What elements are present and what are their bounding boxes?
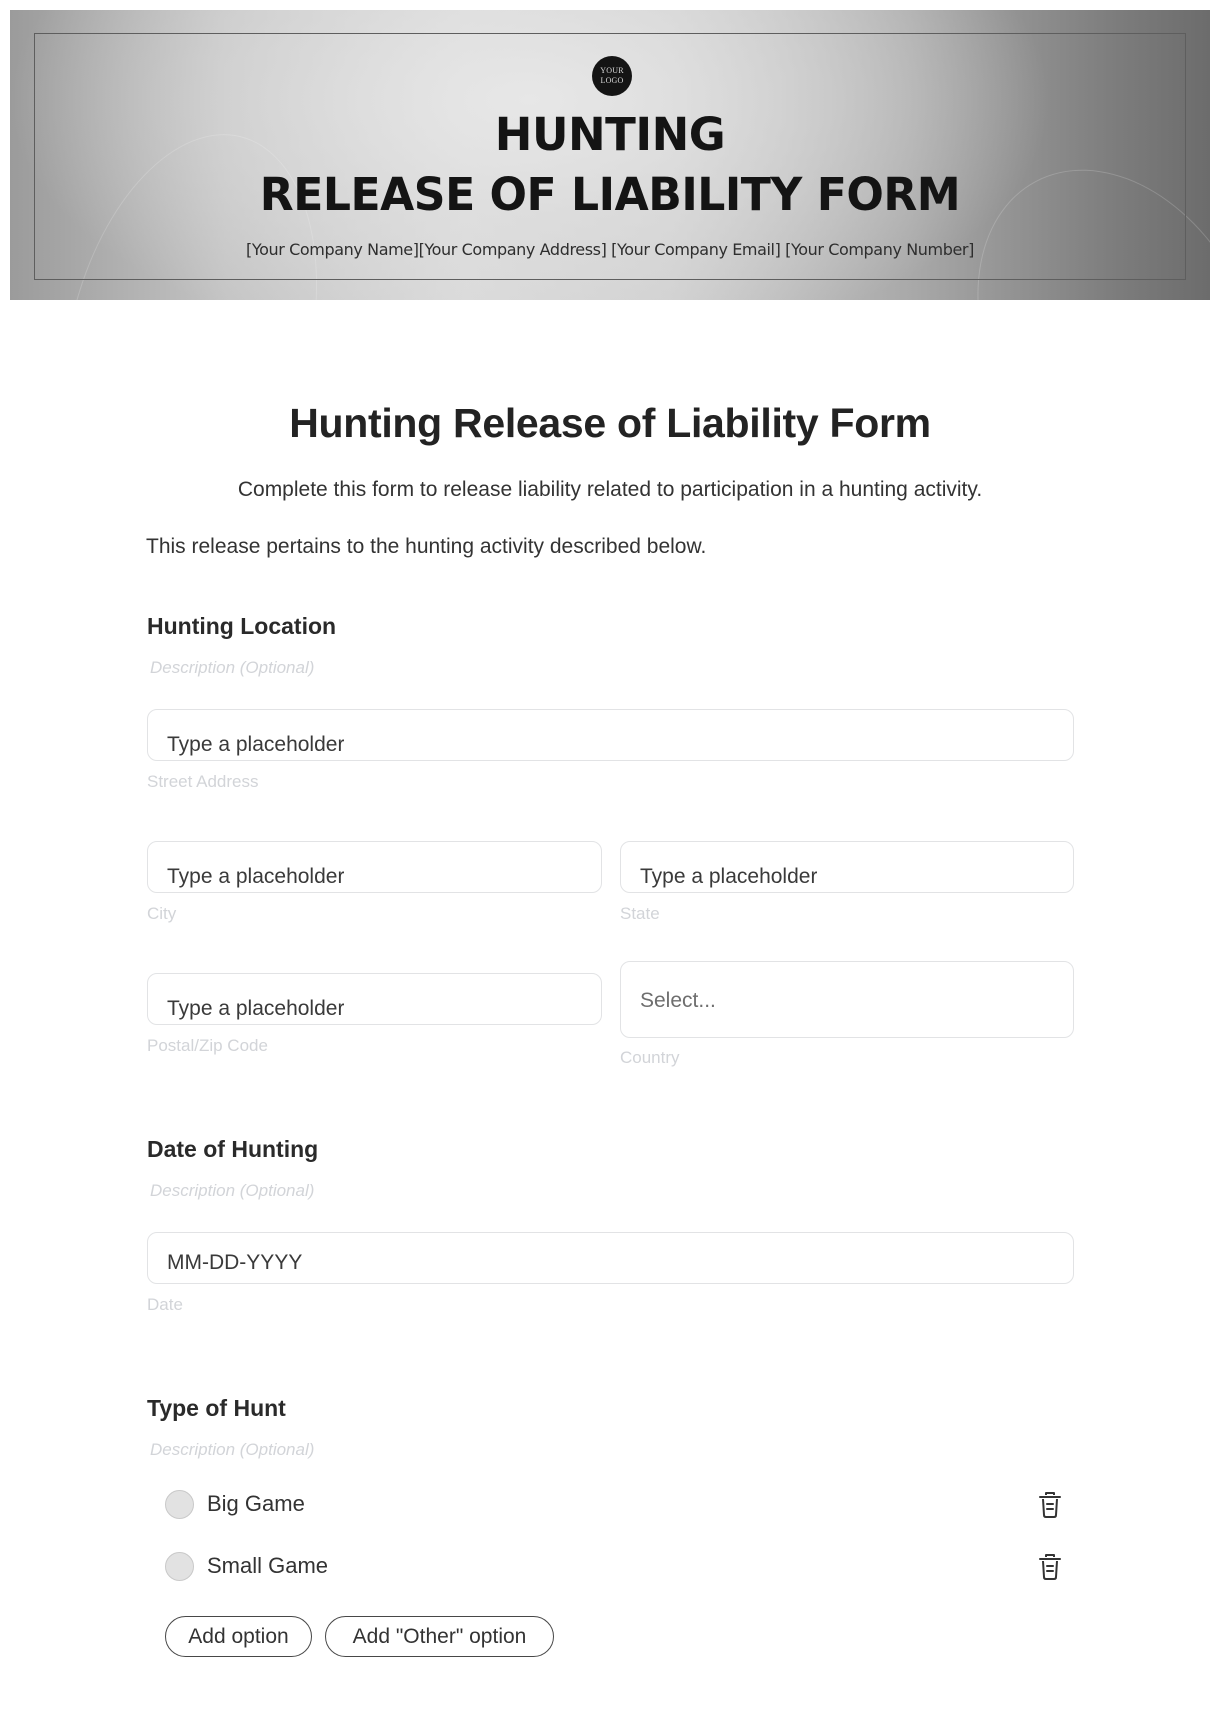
company-contact-info: [Your Company Name][Your Company Address] [Your Company Email] [Your Company Number] (246, 240, 974, 259)
state-input[interactable] (620, 841, 1074, 893)
add-other-option-button[interactable]: Add "Other" option (325, 1616, 554, 1657)
header-title-line1: HUNTING (494, 108, 726, 161)
section-description[interactable]: Description (Optional) (150, 1440, 315, 1459)
company-logo (592, 56, 632, 96)
date-label: Date (147, 1295, 183, 1314)
city-placeholder: Type a placeholder (167, 865, 345, 888)
header-banner (10, 10, 1210, 300)
form-intro: Complete this form to release liability related to participation in a hunting activity. (237, 478, 983, 501)
section-title-date-of-hunting: Date of Hunting (147, 1136, 319, 1162)
radio-button[interactable] (165, 1490, 194, 1519)
logo-text-line2: LOGO (600, 76, 624, 85)
postal-code-label: Postal/Zip Code (147, 1036, 268, 1055)
trash-icon[interactable] (1036, 1490, 1064, 1520)
city-label: City (147, 904, 177, 923)
street-address-placeholder: Type a placeholder (167, 733, 345, 756)
section-title-hunting-location: Hunting Location (147, 613, 337, 639)
add-option-button[interactable]: Add option (165, 1616, 312, 1657)
radio-option-label[interactable]: Big Game (207, 1491, 305, 1516)
logo-text-line1: YOUR (600, 66, 624, 75)
header-title-line2: RELEASE OF LIABILITY FORM (259, 168, 961, 221)
section-description[interactable]: Description (Optional) (150, 658, 315, 677)
street-address-input[interactable] (147, 709, 1074, 761)
section-description[interactable]: Description (Optional) (150, 1181, 315, 1200)
trash-icon[interactable] (1036, 1552, 1064, 1582)
state-placeholder: Type a placeholder (640, 865, 818, 888)
country-label: Country (620, 1048, 680, 1067)
city-input[interactable] (147, 841, 602, 893)
country-select[interactable] (620, 961, 1074, 1038)
postal-code-input[interactable] (147, 973, 602, 1025)
radio-option-small-game[interactable] (165, 1549, 1065, 1585)
postal-code-placeholder: Type a placeholder (167, 997, 345, 1020)
form-title: Hunting Release of Liability Form (289, 400, 931, 446)
radio-option-label[interactable]: Small Game (207, 1553, 329, 1578)
date-input[interactable] (147, 1232, 1074, 1284)
date-placeholder: MM-DD-YYYY (167, 1251, 303, 1274)
country-select-placeholder: Select... (640, 989, 716, 1012)
radio-button[interactable] (165, 1552, 194, 1581)
state-label: State (620, 904, 660, 923)
section-title-type-of-hunt: Type of Hunt (147, 1395, 286, 1421)
form-note: This release pertains to the hunting activity described below. (146, 535, 707, 558)
radio-option-big-game[interactable] (165, 1487, 1065, 1523)
street-address-label: Street Address (147, 772, 259, 791)
